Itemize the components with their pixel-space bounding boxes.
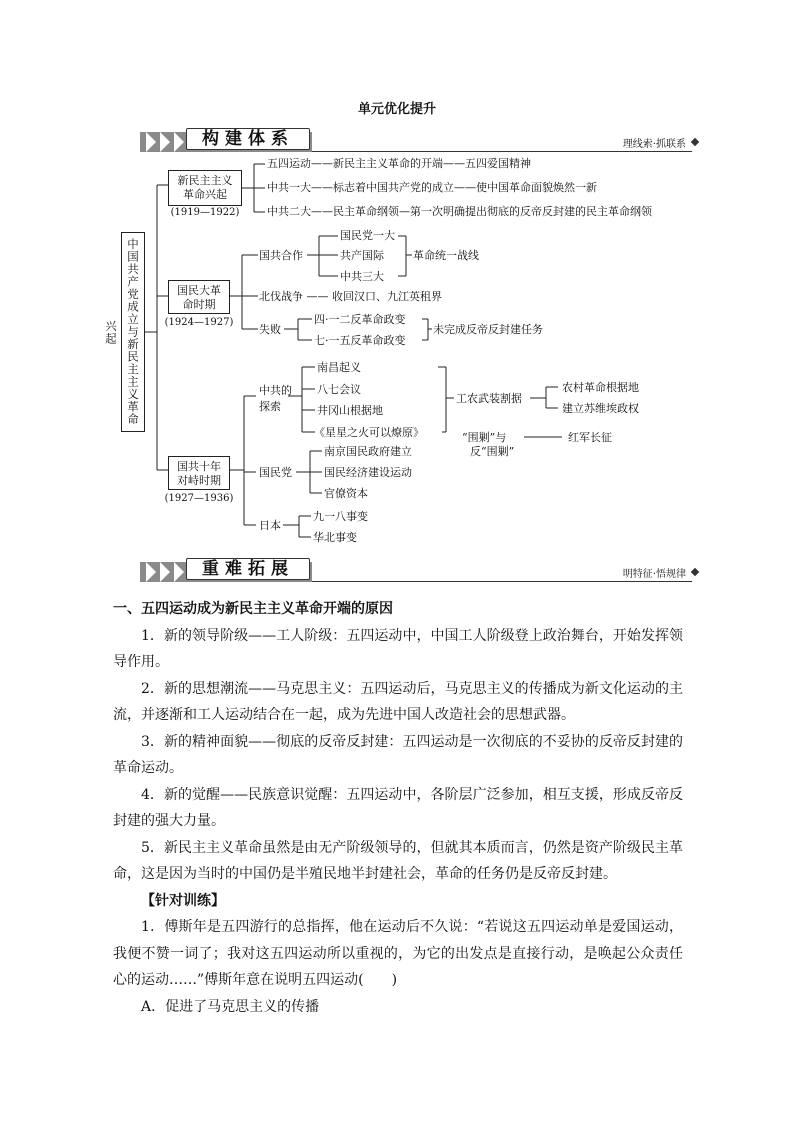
banner-title: 构建体系	[186, 128, 310, 150]
p3-zhonggong-item: 南昌起义	[317, 361, 361, 374]
p3-riben-item: 九一八事变	[313, 510, 368, 523]
p2-shibai-item: 七·一五反革命政变	[314, 334, 406, 347]
p2-gongchan-result: 革命统一战线	[413, 249, 479, 262]
diamond-icon	[691, 568, 699, 576]
p2-shibai-result: 未完成反帝反封建任务	[433, 323, 543, 336]
banner-tag: 明特征·悟规律	[622, 569, 686, 580]
p1-item: 中共二大——民主革命纲领—第一次明确提出彻底的反帝反封建的民主革命纲领	[267, 205, 652, 218]
p3-guomindang-item: 官僚资本	[324, 487, 368, 500]
p2-gongchan-item: 国民党一大	[340, 229, 395, 242]
section-banner-build-system	[140, 128, 700, 152]
p3-zhonggong-item: 井冈山根据地	[317, 404, 383, 417]
banner-title: 重难拓展	[186, 558, 310, 580]
p3-riben-item: 华北事变	[313, 531, 357, 544]
p3-guomindang-item: 国民经济建设运动	[324, 466, 412, 479]
p3-gongnong-item: 农村革命根据地	[562, 381, 639, 394]
p2-shibai-item: 四·一二反革命政变	[314, 313, 406, 326]
p3-zhonggong-item: 《星星之火可以燎原》	[314, 426, 424, 439]
period-box-2: 国民大革 命时期	[168, 280, 230, 314]
p3-guomindang-item: 南京国民政府建立	[324, 445, 412, 458]
paragraph: 2．新的思想潮流——马克思主义：五四运动后，马克思主义的传播成为新文化运动的主流，并逐渐和工人运动结合在一起，成为先进中国人改造社会的思想武器。	[113, 680, 683, 723]
p2-gongchan-item: 共产国际	[340, 249, 384, 262]
option-a[interactable]: A．促进了马克思主义的传播	[141, 998, 320, 1015]
training-label: 【针对训练】	[141, 892, 225, 909]
p3-riben: 日本	[259, 519, 281, 532]
p3-zhonggong: 中共的	[259, 384, 292, 397]
p2-shibai: 失败	[259, 323, 281, 336]
p2-gongchan: 国共合作	[259, 249, 303, 262]
section-heading: 一、五四运动成为新民主主义革命开端的原因	[113, 601, 393, 617]
p3-zhonggong-l2: 探索	[259, 400, 281, 413]
p3-weijiao-l2: 反“围剿”	[470, 445, 515, 458]
p3-zhonggong-item: 八七会议	[317, 383, 361, 396]
p3-gongnong-item: 建立苏维埃政权	[562, 402, 639, 415]
section-banner-key-points	[140, 558, 700, 582]
period-years-1: (1919—1922)	[170, 207, 240, 218]
paragraph: 3．新的精神面貌——彻底的反帝反封建：五四运动是一次彻底的不妥协的反帝反封建的革命运动。	[113, 733, 683, 776]
question: 1．傅斯年是五四游行的总指挥，他在运动后不久说：“若说这五四运动单是爱国运动，我便不赞一词了；我对这五四运动所以重视的，为它的出发点是直接行动，是唤起公众责任心的运动……”傅斯年意在说明五四运动( )	[113, 919, 683, 988]
p3-weijiao: “围剿”与	[462, 431, 507, 444]
p1-item: 五四运动——新民主主义革命的开端——五四爱国精神	[267, 157, 531, 170]
period-years-2: (1924—1927)	[164, 317, 234, 328]
p3-changzheng: 红军长征	[568, 431, 612, 444]
period-box-3: 国共十年 对峙时期	[168, 456, 230, 490]
p2-gongchan-item: 中共三大	[340, 270, 384, 283]
page-title: 单元优化提升	[357, 102, 436, 117]
main-content	[113, 596, 683, 1020]
p3-gongnong: 工农武装割据	[456, 392, 522, 405]
banner-tag: 理线索·抓联系	[622, 139, 686, 150]
paragraph: 1．新的领导阶级——工人阶级：五四运动中，中国工人阶级登上政治舞台，开始发挥领导作用。	[113, 627, 683, 670]
diagram-root: 中国共产党成立与新民主主义革命兴起	[121, 232, 145, 432]
p3-guomindang: 国民党	[259, 466, 292, 479]
p2-beifa: 北伐战争 —— 收回汉口、九江英租界	[259, 290, 442, 303]
p1-item: 中共一大——标志着中国共产党的成立——使中国革命面貌焕然一新	[267, 181, 597, 194]
paragraph: 5．新民主主义革命虽然是由无产阶级领导的，但就其本质而言，仍然是资产阶级民主革命，这是因为当时的中国仍是半殖民地半封建社会，革命的任务仍是反帝反封建。	[113, 839, 683, 882]
diamond-icon	[691, 138, 699, 146]
period-years-3: (1927—1936)	[164, 493, 234, 504]
period-box-1: 新民主主义 革命兴起	[168, 170, 242, 206]
paragraph: 4．新的觉醒——民族意识觉醒：五四运动中，各阶层广泛参加，相互支援，形成反帝反封建的强大力量。	[113, 786, 683, 829]
